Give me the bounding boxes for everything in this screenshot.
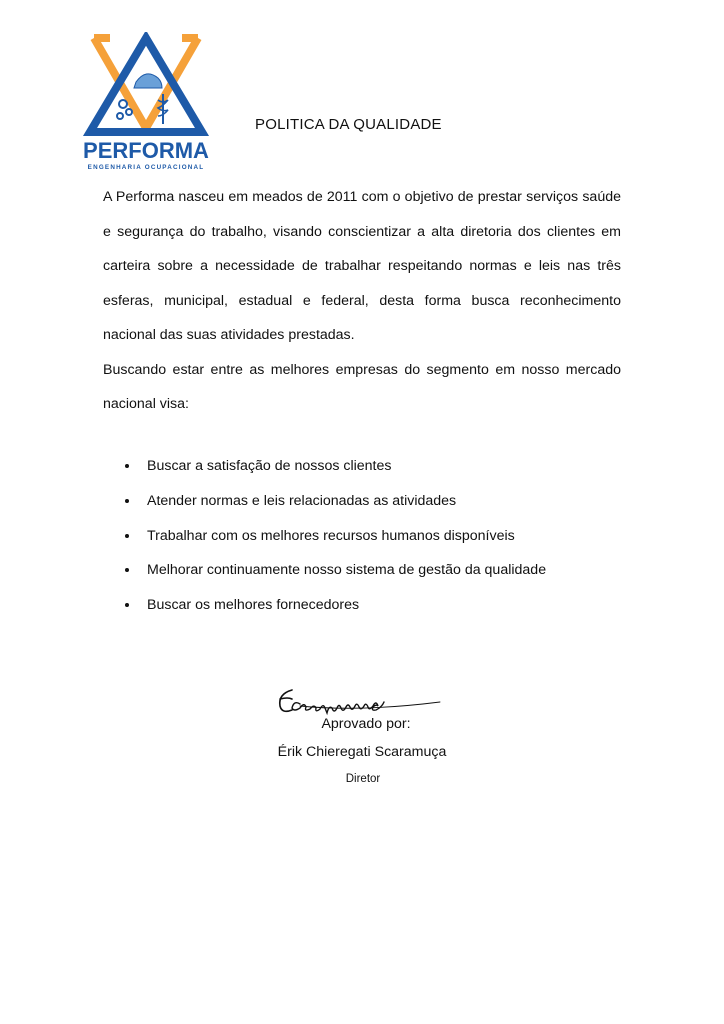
bullet-item: Buscar os melhores fornecedores [103, 588, 623, 623]
logo-tagline: ENGENHARIA OCUPACIONAL [87, 164, 205, 171]
bullet-item: Buscar a satisfação de nossos clientes [103, 449, 623, 484]
body-text [103, 180, 621, 422]
performa-logo [76, 32, 216, 172]
bullet-item: Trabalhar com os melhores recursos humanos disponíveis [103, 519, 623, 554]
signer-role: Diretor [345, 773, 381, 785]
approved-by-label: Aprovado por: [321, 716, 411, 732]
bullet-item: Melhorar continuamente nosso sistema de gestão da qualidade [103, 553, 623, 588]
intro-paragraph: A Performa nasceu em meados de 2011 com o objetivo de prestar serviços saúde e segurança do trabalho, visando conscientizar a alta diretoria dos clientes em carteira sobre a necessidade de trabalhar respeitando normas e leis nas três esferas, municipal, estadual e federal, desta forma busca reconhecimento nacional das suas atividades prestadas. [103, 189, 621, 343]
policy-bullet-list [103, 449, 623, 623]
signer-name: Érik Chieregati Scaramuça [277, 744, 447, 760]
document-title: POLITICA DA QUALIDADE [255, 116, 442, 133]
handwritten-signature [270, 684, 450, 718]
logo-brand-text: PERFORMA [83, 138, 209, 163]
goal-paragraph: Buscando estar entre as melhores empresas do segmento em nosso mercado nacional visa: [103, 361, 621, 412]
bullet-item: Atender normas e leis relacionadas as atividades [103, 484, 623, 519]
